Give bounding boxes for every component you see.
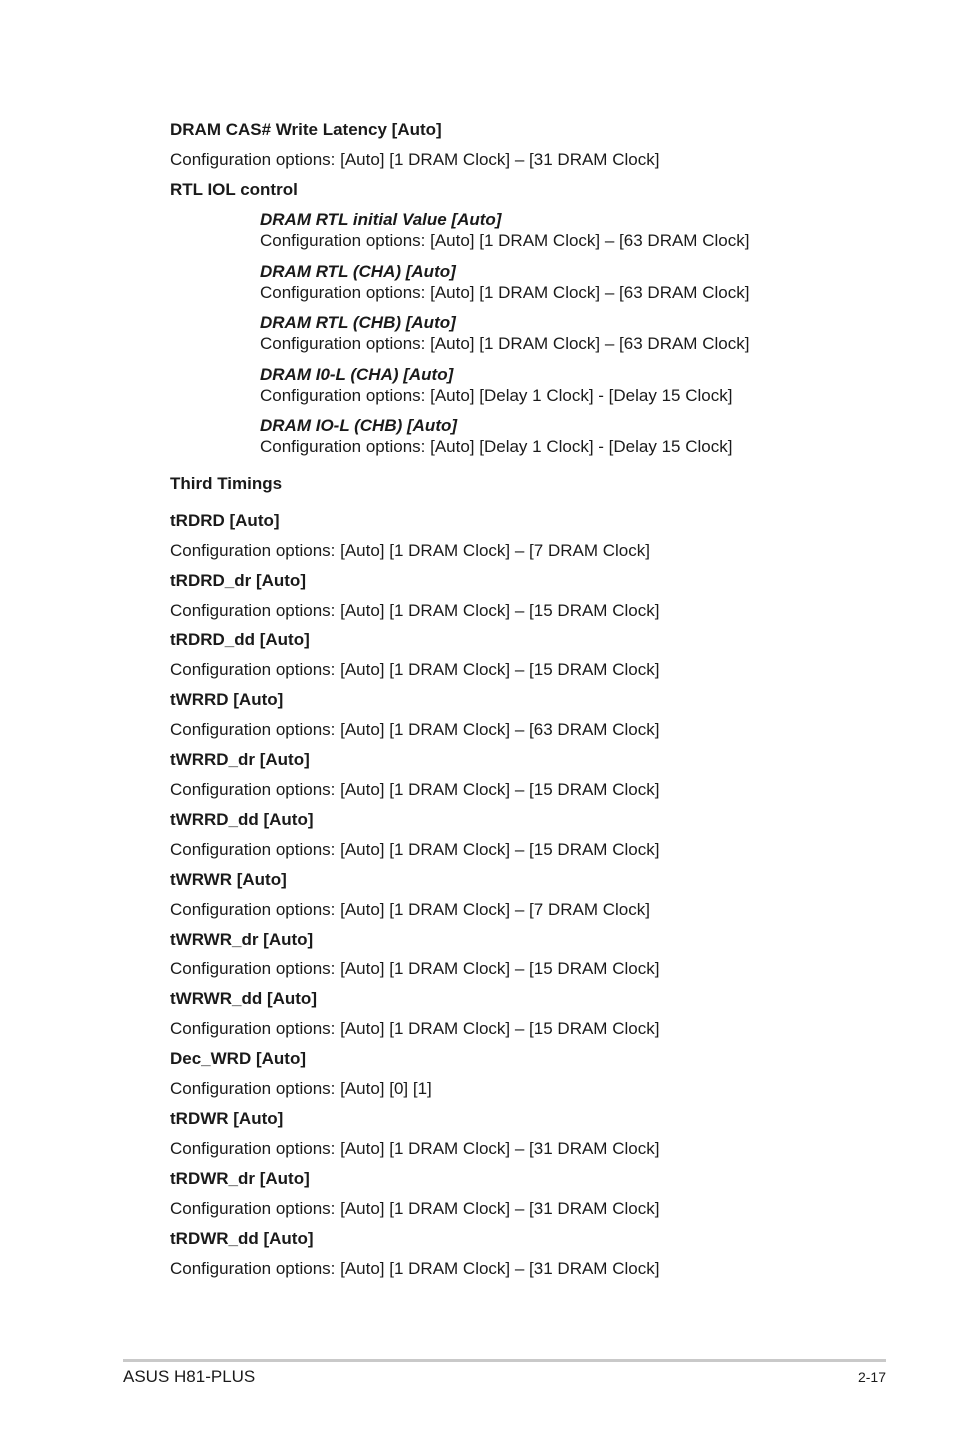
rtl-chb-options: Configuration options: [Auto] [1 DRAM Clock] – [63 DRAM Clock]	[260, 334, 750, 353]
footer-divider	[123, 1359, 886, 1362]
setting-options: Configuration options: [Auto] [1 DRAM Clock] – [63 DRAM Clock]	[170, 720, 660, 739]
setting-options: Configuration options: [Auto] [1 DRAM Clock] – [31 DRAM Clock]	[170, 1199, 660, 1218]
setting-heading: tRDRD_dr [Auto]	[170, 571, 306, 590]
rtl-iol-control-heading: RTL IOL control	[170, 180, 298, 199]
setting-options: Configuration options: [Auto] [1 DRAM Clock] – [31 DRAM Clock]	[170, 1139, 660, 1158]
footer-product-name: ASUS H81-PLUS	[123, 1367, 256, 1386]
rtl-initial-value-heading: DRAM RTL initial Value [Auto]	[260, 210, 502, 229]
iol-chb-options: Configuration options: [Auto] [Delay 1 Clock] - [Delay 15 Clock]	[260, 437, 733, 456]
cas-write-latency-options: Configuration options: [Auto] [1 DRAM Clock] – [31 DRAM Clock]	[170, 150, 660, 169]
setting-heading: tRDRD_dd [Auto]	[170, 630, 310, 649]
setting-options: Configuration options: [Auto] [1 DRAM Clock] – [7 DRAM Clock]	[170, 900, 650, 919]
setting-heading: tWRRD_dd [Auto]	[170, 810, 314, 829]
rtl-initial-value-options: Configuration options: [Auto] [1 DRAM Clock] – [63 DRAM Clock]	[260, 231, 750, 250]
iol-cha-heading: DRAM I0-L (CHA) [Auto]	[260, 365, 454, 384]
rtl-cha-heading: DRAM RTL (CHA) [Auto]	[260, 262, 456, 281]
setting-options: Configuration options: [Auto] [1 DRAM Clock] – [15 DRAM Clock]	[170, 601, 660, 620]
iol-chb-heading: DRAM IO-L (CHB) [Auto]	[260, 416, 458, 435]
setting-options: Configuration options: [Auto] [1 DRAM Clock] – [15 DRAM Clock]	[170, 959, 660, 978]
setting-heading: tWRRD [Auto]	[170, 690, 284, 709]
setting-options: Configuration options: [Auto] [1 DRAM Clock] – [31 DRAM Clock]	[170, 1259, 660, 1278]
setting-options: Configuration options: [Auto] [1 DRAM Clock] – [15 DRAM Clock]	[170, 1019, 660, 1038]
iol-cha-options: Configuration options: [Auto] [Delay 1 Clock] - [Delay 15 Clock]	[260, 386, 733, 405]
setting-options: Configuration options: [Auto] [0] [1]	[170, 1079, 432, 1098]
setting-heading: tWRWR [Auto]	[170, 870, 287, 889]
rtl-cha-options: Configuration options: [Auto] [1 DRAM Clock] – [63 DRAM Clock]	[260, 283, 750, 302]
setting-heading: tRDRD [Auto]	[170, 511, 280, 530]
setting-heading: Dec_WRD [Auto]	[170, 1049, 306, 1068]
setting-heading: tRDWR_dr [Auto]	[170, 1169, 310, 1188]
setting-heading: tWRRD_dr [Auto]	[170, 750, 310, 769]
setting-options: Configuration options: [Auto] [1 DRAM Clock] – [15 DRAM Clock]	[170, 780, 660, 799]
setting-options: Configuration options: [Auto] [1 DRAM Clock] – [7 DRAM Clock]	[170, 541, 650, 560]
cas-write-latency-heading: DRAM CAS# Write Latency [Auto]	[170, 120, 442, 139]
third-timings-heading: Third Timings	[170, 474, 283, 493]
setting-options: Configuration options: [Auto] [1 DRAM Clock] – [15 DRAM Clock]	[170, 660, 660, 679]
setting-heading: tRDWR [Auto]	[170, 1109, 284, 1128]
setting-options: Configuration options: [Auto] [1 DRAM Clock] – [15 DRAM Clock]	[170, 840, 660, 859]
setting-heading: tWRWR_dr [Auto]	[170, 930, 314, 949]
rtl-chb-heading: DRAM RTL (CHB) [Auto]	[260, 313, 456, 332]
setting-heading: tWRWR_dd [Auto]	[170, 989, 317, 1008]
setting-heading: tRDWR_dd [Auto]	[170, 1229, 314, 1248]
footer-page-number: 2-17	[857, 1369, 886, 1385]
